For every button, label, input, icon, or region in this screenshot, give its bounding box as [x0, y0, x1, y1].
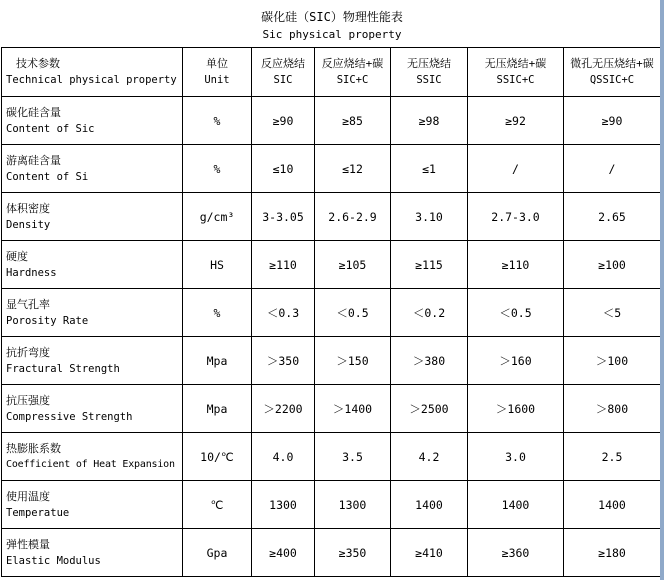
value-ssic: ≤1 [391, 145, 468, 193]
header-ssic [391, 48, 468, 97]
property-name-cn: 抗压强度 [6, 393, 50, 407]
unit-cell: g/cm³ [183, 193, 252, 241]
header-row [2, 48, 661, 97]
value-sic-c: 1300 [315, 481, 391, 529]
property-name-cn: 碳化硅含量 [6, 105, 61, 119]
value-sic: ≥110 [252, 241, 315, 289]
table-row [2, 241, 661, 289]
table-row [2, 481, 661, 529]
value-qssic-c: 1400 [564, 481, 661, 529]
property-name-en: Hardness [6, 266, 57, 279]
unit-cell: % [183, 289, 252, 337]
value-sic: ＞2200 [252, 385, 315, 433]
value-ssic: ＞2500 [391, 385, 468, 433]
unit-cell: ℃ [183, 481, 252, 529]
value-sic: ≥90 [252, 97, 315, 145]
value-ssic-c: ≥110 [468, 241, 564, 289]
table-row [2, 529, 661, 577]
property-name-en: Content of Si [6, 170, 89, 183]
value-ssic-c: 1400 [468, 481, 564, 529]
header-sic-en: SIC [273, 74, 293, 86]
header-sic-c-cn: 反应烧结+碳 [321, 57, 384, 70]
property-name [2, 433, 183, 481]
value-sic-c: ＞150 [315, 337, 391, 385]
title-chinese: 碳化硅（SIC）物理性能表 [261, 10, 403, 24]
header-sic-c [315, 48, 391, 97]
header-ssic-cn: 无压烧结 [407, 57, 451, 70]
sic-property-table [1, 47, 661, 577]
header-technical-cn: 技术参数 [16, 57, 60, 70]
property-name [2, 289, 183, 337]
table-row [2, 289, 661, 337]
property-name [2, 481, 183, 529]
value-ssic: ≥115 [391, 241, 468, 289]
value-sic: 1300 [252, 481, 315, 529]
property-name [2, 145, 183, 193]
table-row [2, 97, 661, 145]
title-english: Sic physical property [262, 28, 402, 41]
value-ssic: ≥410 [391, 529, 468, 577]
value-sic-c: ＜0.5 [315, 289, 391, 337]
property-name [2, 337, 183, 385]
property-name [2, 193, 183, 241]
window-edge [660, 0, 664, 580]
value-sic-c: ≥350 [315, 529, 391, 577]
property-name [2, 241, 183, 289]
value-sic-c: 2.6-2.9 [315, 193, 391, 241]
header-sic [252, 48, 315, 97]
header-sic-c-en: SIC+C [336, 74, 369, 86]
value-sic-c: ≥85 [315, 97, 391, 145]
property-name-cn: 硬度 [6, 249, 28, 263]
value-sic-c: ≥105 [315, 241, 391, 289]
table-row [2, 193, 661, 241]
value-ssic-c: 3.0 [468, 433, 564, 481]
value-ssic-c: ＜0.5 [468, 289, 564, 337]
property-name [2, 385, 183, 433]
property-name-en: Content of Sic [6, 122, 95, 135]
header-unit-en: Unit [204, 74, 230, 86]
value-sic-c: ≤12 [315, 145, 391, 193]
value-ssic: 4.2 [391, 433, 468, 481]
unit-cell: 10/℃ [183, 433, 252, 481]
unit-cell: HS [183, 241, 252, 289]
header-qssic-c-en: QSSIC+C [589, 74, 635, 86]
property-name-cn: 游离硅含量 [6, 153, 61, 167]
value-sic: ≤10 [252, 145, 315, 193]
property-name-en: Density [6, 218, 51, 231]
unit-cell: % [183, 97, 252, 145]
header-ssic-c-cn: 无压烧结+碳 [484, 57, 547, 70]
property-name-cn: 弹性模量 [6, 537, 50, 551]
unit-cell: Gpa [183, 529, 252, 577]
value-sic-c: ＞1400 [315, 385, 391, 433]
table-row [2, 385, 661, 433]
property-name-en: Elastic Modulus [6, 554, 101, 567]
property-name-en: Fractural Strength [6, 362, 120, 375]
header-qssic-c-cn: 微孔无压烧结+碳 [570, 57, 654, 70]
value-ssic: 3.10 [391, 193, 468, 241]
property-name-cn: 抗折弯度 [6, 345, 50, 359]
value-qssic-c: ≥90 [564, 97, 661, 145]
value-ssic-c: ＞1600 [468, 385, 564, 433]
table-row [2, 433, 661, 481]
unit-cell: Mpa [183, 385, 252, 433]
value-ssic-c: / [468, 145, 564, 193]
header-ssic-c-en: SSIC+C [496, 74, 535, 86]
value-sic: ≥400 [252, 529, 315, 577]
value-qssic-c: ≥180 [564, 529, 661, 577]
value-ssic: ＜0.2 [391, 289, 468, 337]
property-name-en: Compressive Strength [6, 410, 133, 423]
value-qssic-c: 2.5 [564, 433, 661, 481]
unit-cell: % [183, 145, 252, 193]
property-name-cn: 热膨胀系数 [6, 441, 61, 455]
value-sic-c: 3.5 [315, 433, 391, 481]
value-sic: ＜0.3 [252, 289, 315, 337]
value-qssic-c: ＞100 [564, 337, 661, 385]
property-name-en: Coefficient of Heat Expansion [6, 458, 175, 470]
header-technical-en: Technical physical property [6, 74, 177, 86]
value-ssic-c: ≥92 [468, 97, 564, 145]
header-unit-cn: 单位 [206, 57, 228, 70]
value-ssic: 1400 [391, 481, 468, 529]
value-sic: 4.0 [252, 433, 315, 481]
unit-cell: Mpa [183, 337, 252, 385]
property-name-cn: 使用温度 [6, 489, 50, 503]
value-qssic-c: / [564, 145, 661, 193]
header-sic-cn: 反应烧结 [261, 57, 305, 70]
value-sic: 3-3.05 [252, 193, 315, 241]
header-qssic-c [564, 48, 661, 97]
header-technical [2, 48, 183, 97]
value-qssic-c: ≥100 [564, 241, 661, 289]
header-unit [183, 48, 252, 97]
value-sic: ＞350 [252, 337, 315, 385]
property-name-cn: 体积密度 [6, 201, 50, 215]
value-ssic-c: ≥360 [468, 529, 564, 577]
table-row [2, 337, 661, 385]
property-name [2, 529, 183, 577]
property-name [2, 97, 183, 145]
header-ssic-en: SSIC [416, 74, 442, 86]
property-name-en: Porosity Rate [6, 314, 89, 327]
property-name-en: Temperatue [6, 506, 70, 519]
value-qssic-c: 2.65 [564, 193, 661, 241]
property-name-cn: 显气孔率 [6, 297, 50, 311]
table-row [2, 145, 661, 193]
value-ssic-c: 2.7-3.0 [468, 193, 564, 241]
value-ssic: ＞380 [391, 337, 468, 385]
table-title [0, 0, 664, 46]
header-ssic-c [468, 48, 564, 97]
value-ssic-c: ＞160 [468, 337, 564, 385]
value-qssic-c: ＞800 [564, 385, 661, 433]
value-ssic: ≥98 [391, 97, 468, 145]
value-qssic-c: ＜5 [564, 289, 661, 337]
